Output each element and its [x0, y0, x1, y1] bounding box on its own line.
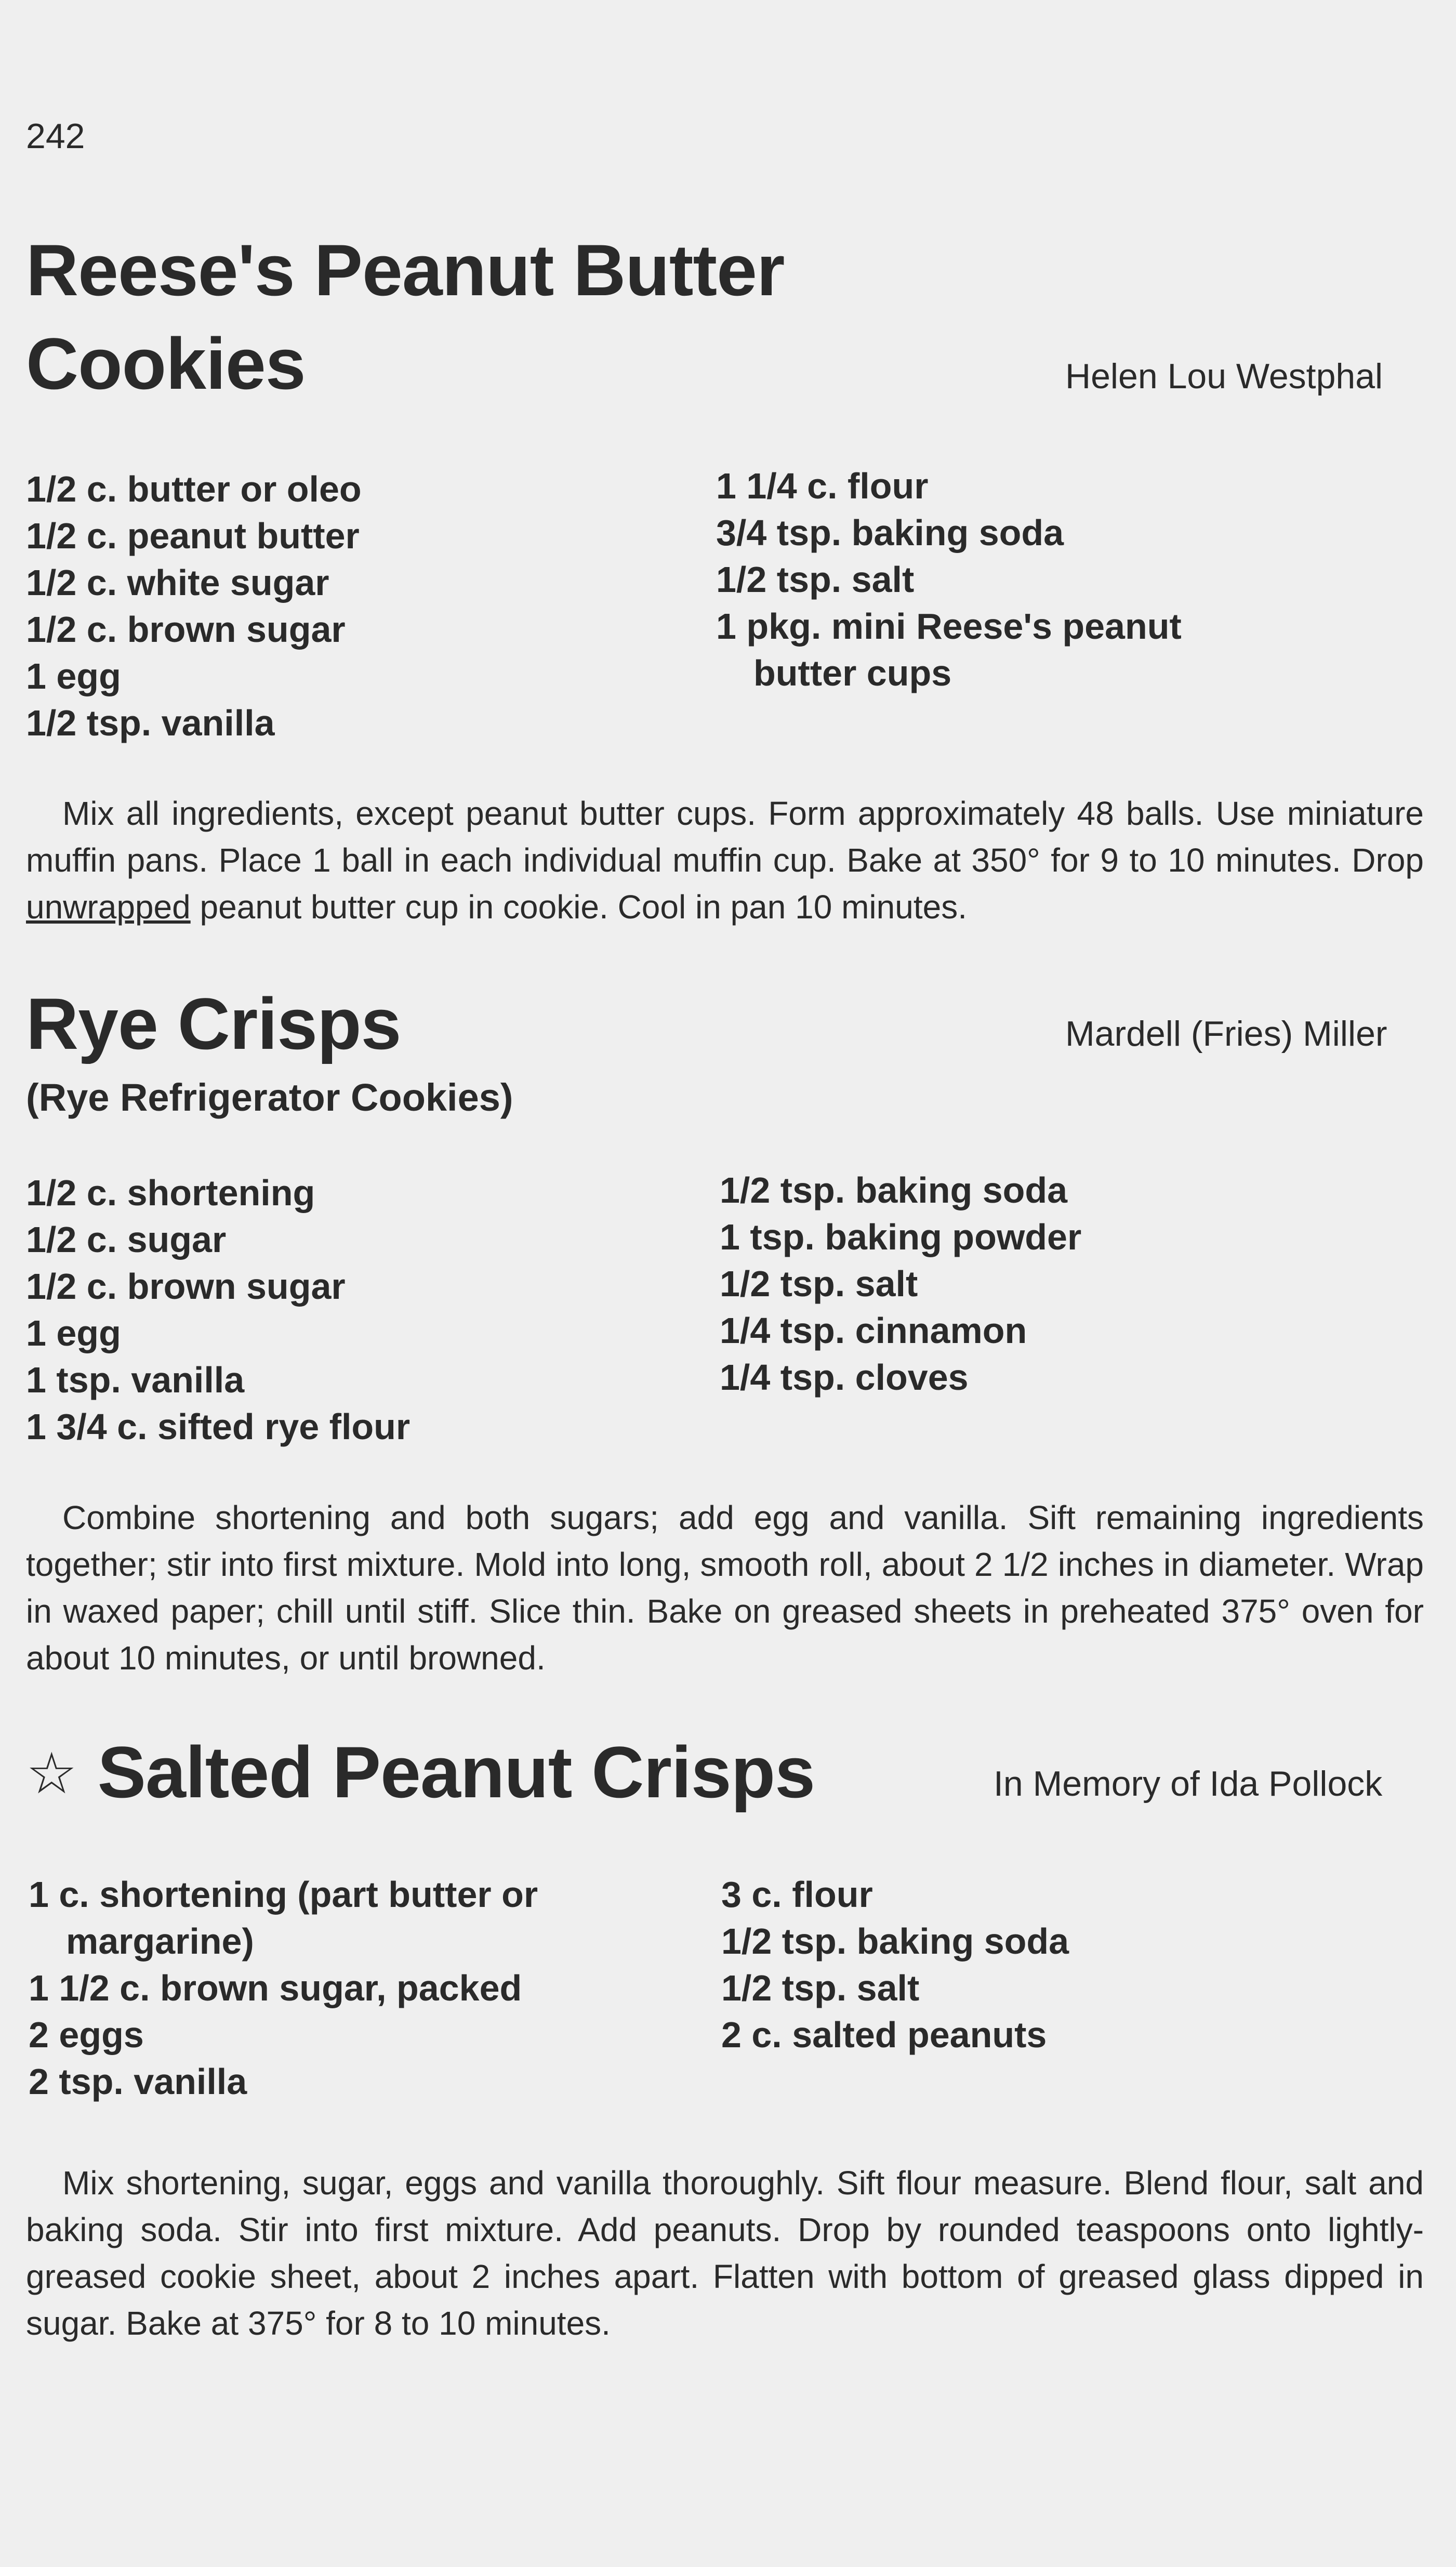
ingredient-continuation: butter cups	[753, 653, 952, 693]
recipe-title: Rye Crisps	[26, 983, 401, 1064]
ingredient-continued	[716, 650, 1182, 696]
ingredient: 1 1/2 c. brown sugar, packed	[29, 1968, 522, 2008]
recipe-author: In Memory of Ida Pollock	[994, 1764, 1383, 1804]
directions-underlined-word: unwrapped	[26, 888, 191, 926]
ingredient: 1/2 c. shortening	[26, 1173, 315, 1213]
ingredient: 1/2 c. brown sugar	[26, 609, 346, 650]
ingredients-right	[716, 463, 1182, 696]
ingredient: 1/2 tsp. salt	[721, 1968, 920, 2008]
ingredient: 1 tsp. baking powder	[720, 1217, 1082, 1257]
ingredient: 2 c. salted peanuts	[721, 2015, 1047, 2055]
ingredient: 1/4 tsp. cloves	[720, 1357, 969, 1398]
recipe-author: Mardell (Fries) Miller	[1065, 1014, 1387, 1054]
ingredient: 1/2 tsp. vanilla	[26, 703, 275, 743]
ingredient: 3 c. flour	[721, 1874, 873, 1915]
ingredient: 1 1/4 c. flour	[716, 466, 929, 506]
ingredient: 1/2 tsp. baking soda	[721, 1921, 1069, 1962]
recipe-directions	[26, 790, 1424, 930]
ingredient: 1/2 c. peanut butter	[26, 516, 360, 556]
ingredient: 1/4 tsp. cinnamon	[720, 1310, 1027, 1351]
ingredient: 1/2 tsp. salt	[716, 559, 915, 600]
star-icon: ☆	[26, 1742, 77, 1806]
ingredient: 1 3/4 c. sifted rye flour	[26, 1406, 411, 1447]
ingredients-left	[26, 466, 362, 746]
ingredient-continuation: margarine)	[66, 1921, 254, 1962]
recipe-directions: Combine shortening and both sugars; add egg and vanilla. Sift remaining ingredients together; stir into first mixture. Mold into long, smooth roll, about 2 1/2 inches in diameter. Wrap in waxed paper; chill until stiff. Slice thin. Bake on greased sheets in preheated 375° oven for about 10 minutes, or until browned.	[26, 1499, 1424, 1677]
recipe-title-text: Salted Peanut Crisps	[97, 1731, 815, 1813]
ingredient: 1/2 tsp. salt	[720, 1263, 918, 1304]
ingredient: 3/4 tsp. baking soda	[716, 512, 1064, 553]
recipe-subtitle: (Rye Refrigerator Cookies)	[26, 1076, 513, 1119]
recipe-title-line-1: Reese's Peanut Butter	[26, 229, 785, 311]
ingredient: 1 egg	[26, 656, 121, 696]
ingredient: 2 tsp. vanilla	[29, 2061, 247, 2102]
ingredient: 1/2 c. brown sugar	[26, 1266, 346, 1307]
ingredient: 1/2 c. butter or oleo	[26, 469, 362, 509]
ingredient: 1 tsp. vanilla	[26, 1360, 245, 1400]
ingredients-right	[720, 1167, 1081, 1401]
ingredients-left	[29, 1871, 538, 2105]
ingredients-right	[721, 1871, 1069, 2058]
ingredient: 1/2 c. white sugar	[26, 562, 329, 603]
ingredient: 1/2 c. sugar	[26, 1219, 227, 1260]
page-number: 242	[26, 116, 85, 156]
ingredient-continued	[29, 1918, 538, 1965]
recipe-title	[26, 1726, 815, 1821]
ingredient: 1 pkg. mini Reese's peanut	[716, 606, 1182, 647]
ingredient: 1 c. shortening (part butter or	[29, 1874, 538, 1915]
recipe-title-line-2: Cookies	[26, 323, 306, 404]
recipe-title	[26, 223, 784, 411]
directions-text-1: Mix all ingredients, except peanut butter cups. Form approximately 48 balls. Use miniature muffin pans. Place 1 ball in each individual muffin cup. Bake at 350° for 9 to 10 minutes. Drop	[26, 795, 1424, 879]
ingredient: 1 egg	[26, 1313, 121, 1353]
recipe-directions: Mix shortening, sugar, eggs and vanilla thoroughly. Sift flour measure. Blend flour, salt and baking soda. Stir into first mixture. Add peanuts. Drop by rounded teaspoons onto lightly-greased cookie sheet, about 2 inches apart. Flatten with bottom of greased glass dipped in sugar. Bake at 375° for 8 to 10 minutes.	[26, 2164, 1424, 2342]
ingredient: 2 eggs	[29, 2015, 144, 2055]
ingredient: 1/2 tsp. baking soda	[720, 1170, 1068, 1210]
directions-text-2: peanut butter cup in cookie. Cool in pan 10 minutes.	[190, 888, 967, 926]
ingredients-left	[26, 1169, 410, 1450]
recipe-author: Helen Lou Westphal	[1065, 357, 1383, 396]
